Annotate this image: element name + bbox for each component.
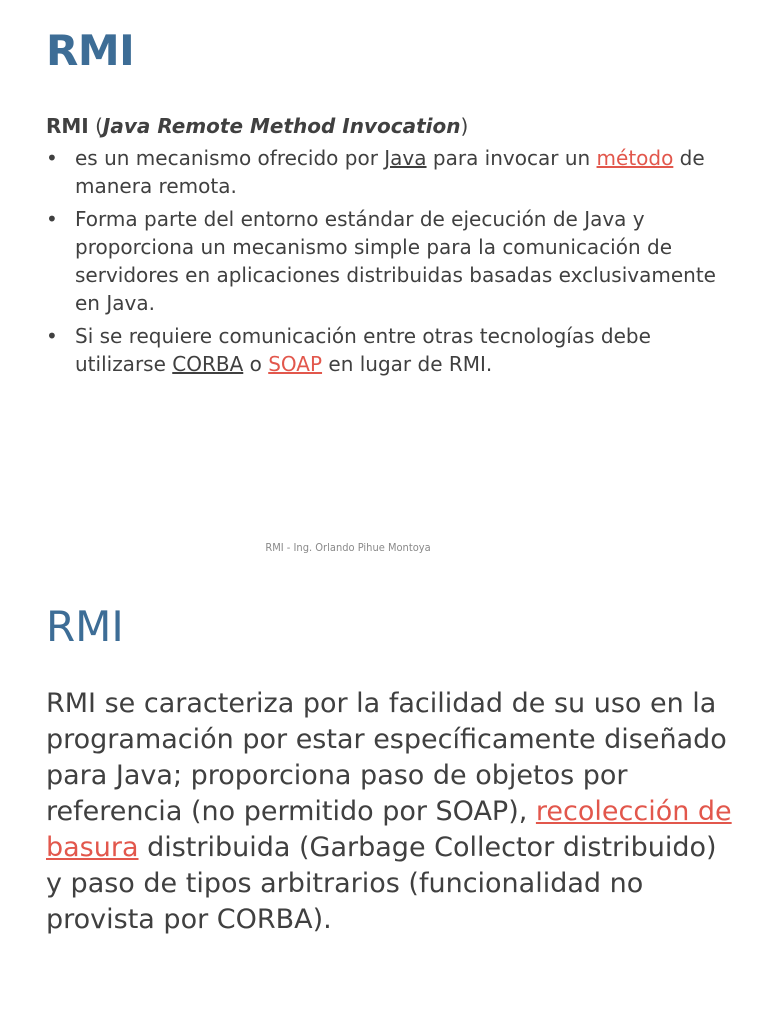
corba-link[interactable]: CORBA: [172, 352, 244, 376]
bullet-text: Si se requiere comunicación entre otras tecnologías debe utilizarse: [75, 324, 651, 376]
bullet-text: para invocar un: [426, 146, 597, 170]
rmi-acronym: RMI: [46, 114, 89, 138]
intro-line: [46, 112, 726, 140]
recoleccion-basura-link[interactable]: recolección de basura: [46, 796, 732, 863]
soap-link[interactable]: SOAP: [268, 352, 323, 376]
paragraph-text: RMI se caracteriza por la facilidad de su uso en la programación por estar específicamente diseñado para Java; proporciona paso de objetos por referencia (no permitido por SOAP),: [46, 688, 727, 827]
bullet-text: es un mecanismo ofrecido por: [75, 146, 385, 170]
java-link[interactable]: Java: [384, 146, 427, 170]
metodo-link[interactable]: método: [596, 146, 674, 170]
slide2-paragraph: [46, 686, 736, 938]
open-paren: (: [88, 114, 103, 138]
bullet-list: [46, 144, 726, 378]
bullet-item: [46, 205, 726, 317]
paragraph-text: distribuida (Garbage Collector distribuido) y paso de tipos arbitrarios (funcionalidad no provista por CORBA).: [46, 832, 717, 935]
slide2-title: RMI: [46, 602, 124, 651]
rmi-expansion: Java Remote Method Invocation: [102, 114, 461, 138]
slide-footer: RMI - Ing. Orlando Pihue Montoya: [265, 541, 431, 554]
slide1-body: [46, 112, 726, 383]
bullet-text: de manera remota.: [75, 146, 705, 198]
bullet-text: Forma parte del entorno estándar de ejecución de Java y proporciona un mecanismo simple para la comunicación de servidores en aplicaciones distribuidas basadas exclusivamente en Java.: [75, 207, 716, 315]
slide1-title: RMI: [46, 26, 135, 75]
bullet-text: o: [243, 352, 269, 376]
bullet-item: [46, 144, 726, 200]
close-paren: ): [460, 114, 469, 138]
bullet-text: en lugar de RMI.: [322, 352, 493, 376]
bullet-item: [46, 322, 726, 378]
